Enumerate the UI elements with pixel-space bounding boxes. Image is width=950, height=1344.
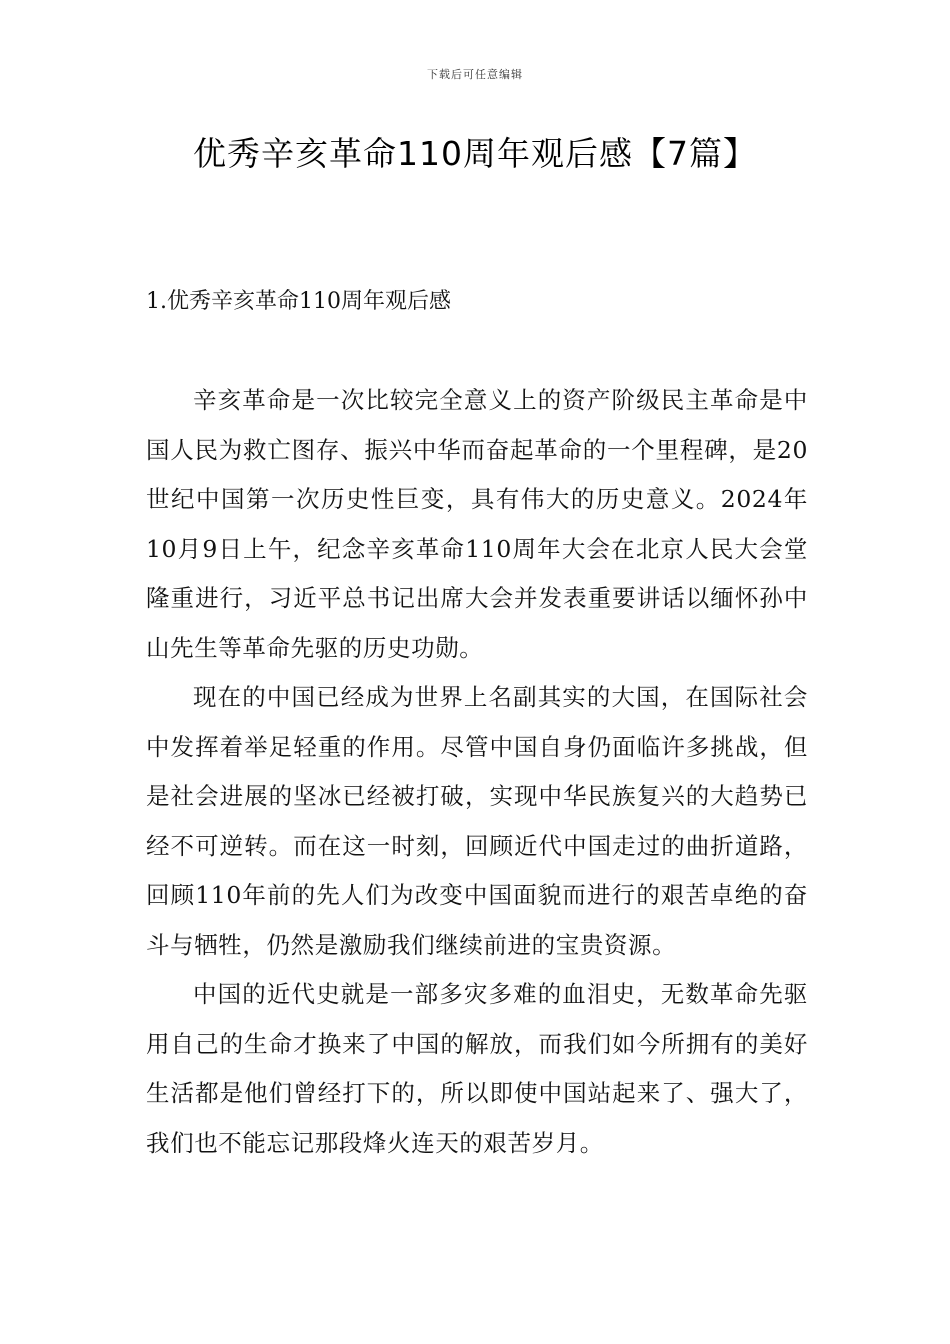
header-note: 下载后可任意编辑 bbox=[427, 68, 523, 81]
paragraph: 辛亥革命是一次比较完全意义上的资产阶级民主革命是中国人民为救亡图存、振兴中华而奋起革命的一个里程碑，是20世纪中国第一次历史性巨变，具有伟大的历史意义。2024年10月9日上午，纪念辛亥革命110周年大会在北京人民大会堂隆重进行，习近平总书记出席大会并发表重要讲话以缅怀孙中山先生等革命先驱的历史功勋。 bbox=[146, 386, 808, 662]
document-body bbox=[146, 376, 808, 1168]
section-heading: 1.优秀辛亥革命110周年观后感 bbox=[146, 289, 451, 314]
paragraph: 中国的近代史就是一部多灾多难的血泪史，无数革命先驱用自己的生命才换来了中国的解放，而我们如今所拥有的美好生活都是他们曾经打下的，所以即使中国站起来了、强大了，我们也不能忘记那段烽火连天的艰苦岁月。 bbox=[146, 980, 808, 1157]
document-title: 优秀辛亥革命110周年观后感【7篇】 bbox=[193, 134, 757, 173]
paragraph: 现在的中国已经成为世界上名副其实的大国，在国际社会中发挥着举足轻重的作用。尽管中国自身仍面临许多挑战，但是社会进展的坚冰已经被打破，实现中华民族复兴的大趋势已经不可逆转。而在这一时刻，回顾近代中国走过的曲折道路，回顾110年前的先人们为改变中国面貌而进行的艰苦卓绝的奋斗与牺牲，仍然是激励我们继续前进的宝贵资源。 bbox=[146, 683, 808, 959]
